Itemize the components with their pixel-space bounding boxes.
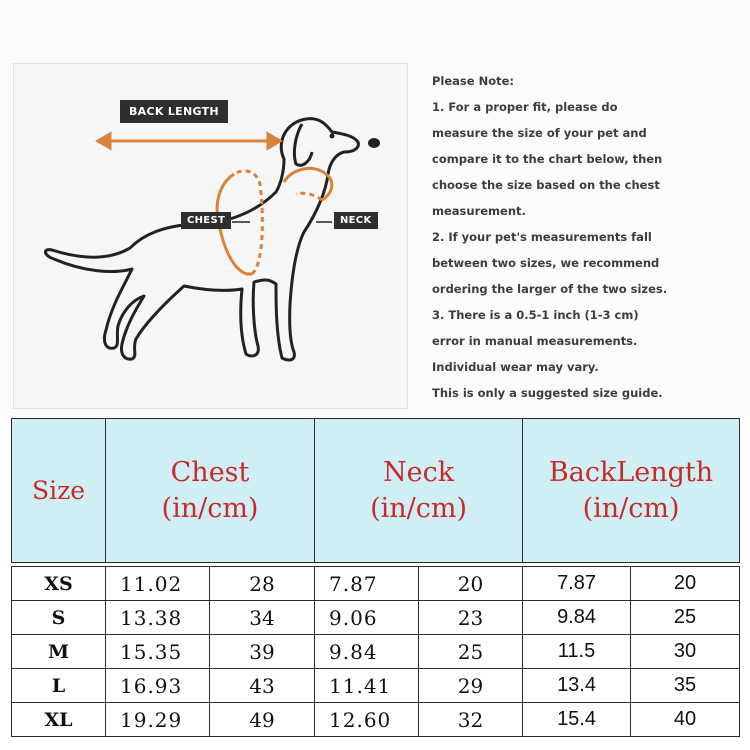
chest-cm-cell: 34	[210, 601, 315, 635]
neck-tag: NECK	[334, 212, 378, 229]
header-chest-unit: (in/cm)	[161, 492, 259, 524]
note-line: between two sizes, we recommend	[432, 256, 660, 270]
header-back-length	[523, 419, 740, 563]
chest-in-cell: 11.02	[106, 567, 210, 601]
table-row	[12, 635, 740, 669]
note-line: This is only a suggested size guide.	[432, 386, 663, 400]
table-row	[12, 669, 740, 703]
back-cm-cell: 40	[631, 703, 740, 737]
chest-tag: CHEST	[181, 212, 231, 229]
note-line: 2. If your pet's measurements fall	[432, 230, 652, 244]
note-line: ordering the larger of the two sizes.	[432, 282, 668, 296]
table-header-row	[12, 419, 740, 563]
note-line: 3. There is a 0.5-1 inch (1-3 cm)	[432, 308, 639, 322]
size-cell: XS	[12, 567, 106, 601]
note-line: compare it to the chart below, then	[432, 152, 663, 166]
neck-in-cell: 11.41	[315, 669, 419, 703]
header-neck-title: Neck	[382, 456, 455, 488]
size-cell: XL	[12, 703, 106, 737]
header-chest-title: Chest	[170, 456, 250, 488]
note-line: measure the size of your pet and	[432, 126, 647, 140]
dog-eye	[330, 134, 335, 139]
chest-in-cell: 13.38	[106, 601, 210, 635]
back-in-cell: 9.84	[523, 601, 631, 635]
back-length-tag: BACK LENGTH	[120, 100, 228, 123]
size-cell: S	[12, 601, 106, 635]
neck-cm-cell: 32	[419, 703, 523, 737]
neck-in-cell: 9.06	[315, 601, 419, 635]
table-row	[12, 703, 740, 737]
note-line: 1. For a proper fit, please do	[432, 100, 618, 114]
back-length-arrow	[98, 134, 280, 148]
chest-in-cell: 15.35	[106, 635, 210, 669]
header-neck-unit: (in/cm)	[370, 492, 467, 524]
back-cm-cell: 30	[631, 635, 740, 669]
note-line: error in manual measurements.	[432, 334, 638, 348]
chest-cm-cell: 28	[210, 567, 315, 601]
note-line: Please Note:	[432, 74, 514, 88]
back-in-cell: 11.5	[523, 635, 631, 669]
sizing-note	[432, 68, 732, 406]
dog-ear	[294, 124, 312, 165]
neck-cm-cell: 23	[419, 601, 523, 635]
neck-measure-loop	[284, 168, 332, 200]
size-chart-table	[11, 418, 740, 737]
header-neck	[315, 419, 523, 563]
header-back-length-title: BackLength	[548, 456, 714, 488]
header-chest	[106, 419, 315, 563]
back-in-cell: 15.4	[523, 703, 631, 737]
back-cm-cell: 25	[631, 601, 740, 635]
chest-cm-cell: 43	[210, 669, 315, 703]
note-line: choose the size based on the chest	[432, 178, 660, 192]
back-in-cell: 13.4	[523, 669, 631, 703]
table-row	[12, 601, 740, 635]
header-size: Size	[12, 419, 106, 563]
chest-cm-cell: 39	[210, 635, 315, 669]
neck-in-cell: 9.84	[315, 635, 419, 669]
size-cell: L	[12, 669, 106, 703]
table-row	[12, 567, 740, 601]
chest-cm-cell: 49	[210, 703, 315, 737]
neck-cm-cell: 29	[419, 669, 523, 703]
neck-in-cell: 12.60	[315, 703, 419, 737]
neck-in-cell: 7.87	[315, 567, 419, 601]
header-back-length-unit: (in/cm)	[582, 492, 680, 524]
neck-cm-cell: 20	[419, 567, 523, 601]
chest-in-cell: 19.29	[106, 703, 210, 737]
chest-in-cell: 16.93	[106, 669, 210, 703]
neck-cm-cell: 25	[419, 635, 523, 669]
dog-nose	[368, 138, 380, 148]
dog-measurement-diagram	[13, 63, 408, 409]
note-line: Individual wear may vary.	[432, 360, 599, 374]
back-in-cell: 7.87	[523, 567, 631, 601]
back-cm-cell: 35	[631, 669, 740, 703]
size-cell: M	[12, 635, 106, 669]
note-line: measurement.	[432, 204, 526, 218]
back-cm-cell: 20	[631, 567, 740, 601]
neck-measure-dash	[296, 193, 322, 200]
